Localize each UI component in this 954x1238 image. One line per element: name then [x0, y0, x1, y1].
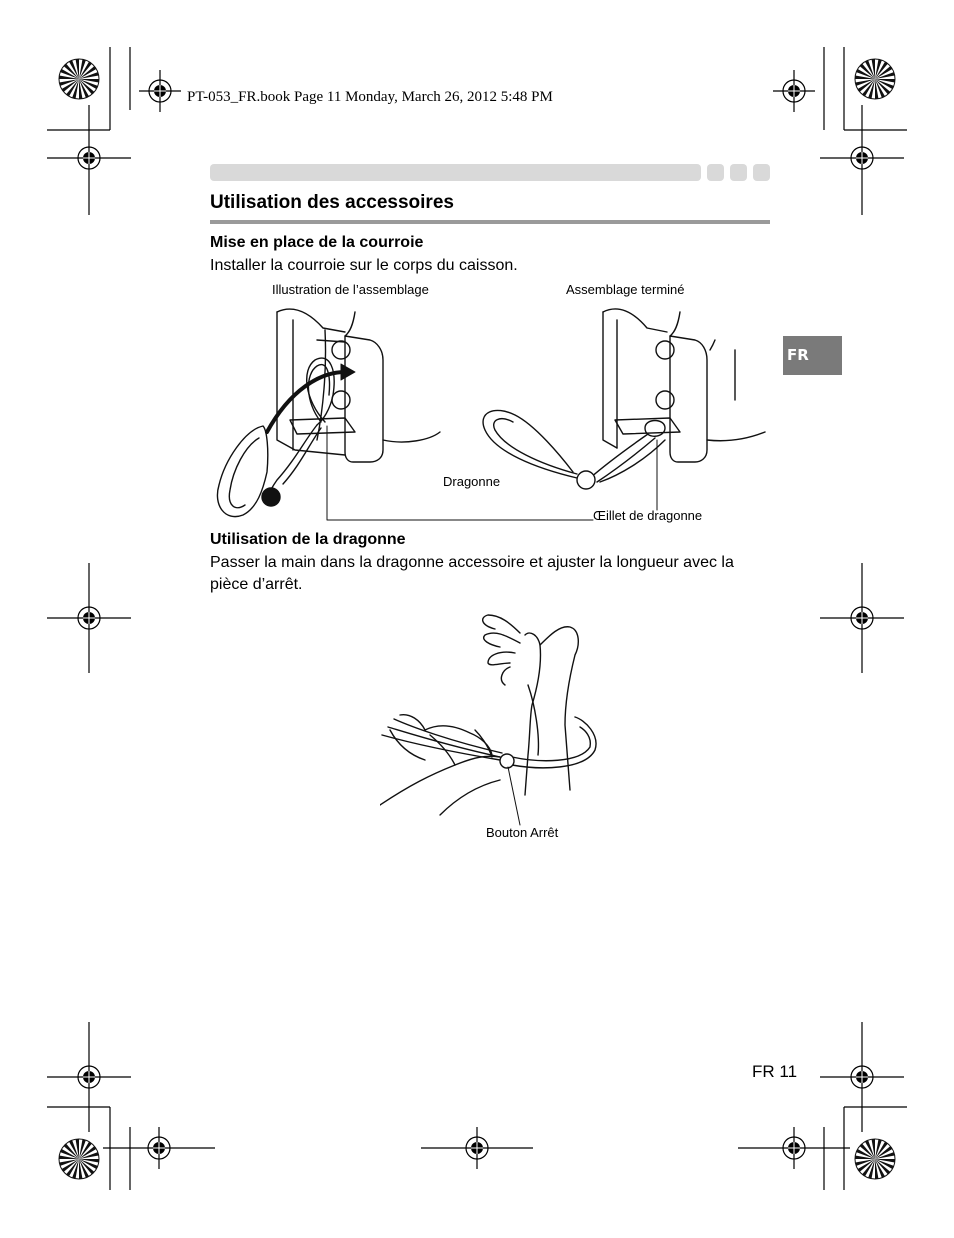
registration-wedge: [860, 1144, 875, 1159]
crosshair-icon: [47, 563, 131, 673]
registration-wedge: [79, 1159, 94, 1174]
registration-mark-icon: [57, 57, 101, 101]
registration-mark-icon: [57, 1137, 101, 1181]
registration-mark-icon: [853, 57, 897, 101]
section-bar-square: [730, 164, 747, 181]
strap-assembly-illustration: [205, 300, 775, 530]
strap-icon: [382, 717, 596, 768]
label-stopper: Bouton Arrêt: [486, 825, 559, 840]
strap-icon: [483, 410, 665, 482]
title-rule: [210, 220, 770, 224]
camera-housing-icon: [277, 309, 440, 462]
crosshair-icon: [820, 105, 904, 215]
crosshair-icon: [47, 105, 131, 215]
crosshair-icon: [103, 1127, 215, 1169]
crosshair-icon: [820, 563, 904, 673]
registration-wedge: [875, 1159, 890, 1174]
hand-strap-illustration: [380, 605, 605, 830]
book-header: PT-053_FR.book Page 11 Monday, March 26, 2012 5:48 PM: [187, 89, 553, 105]
camera-housing-icon: [603, 309, 765, 462]
registration-wedge: [79, 79, 94, 94]
section-bar: [210, 164, 701, 181]
registration-wedge: [860, 64, 875, 79]
language-tab: FR: [783, 336, 842, 375]
registration-wedge: [875, 79, 890, 94]
crosshair-icon: [738, 1127, 850, 1169]
registration-wedge: [64, 64, 79, 79]
section-bar-square: [707, 164, 724, 181]
crosshair-icon: [773, 70, 815, 112]
section-bar-square: [753, 164, 770, 181]
strap-text: Installer la courroie sur le corps du caisson.: [210, 257, 518, 274]
wrist-heading: Utilisation de la dragonne: [210, 531, 406, 548]
crosshair-icon: [421, 1127, 533, 1169]
page-number: FR 11: [752, 1062, 798, 1081]
caption-assembly: Illustration de l’assemblage: [272, 282, 429, 297]
crosshair-icon: [820, 1022, 904, 1132]
label-eyelet: Œillet de dragonne: [593, 508, 703, 523]
label-strap: Dragonne: [443, 474, 501, 489]
wrist-text: Passer la main dans la dragonne accessoire et ajuster la longueur avec la pièce d’arrêt.: [210, 554, 734, 593]
registration-mark-icon: [853, 1137, 897, 1181]
caption-done: Assemblage terminé: [566, 282, 685, 297]
strap-heading: Mise en place de la courroie: [210, 234, 424, 251]
crosshair-icon: [47, 1022, 131, 1132]
registration-wedge: [64, 1144, 79, 1159]
section-title: Utilisation des accessoires: [210, 192, 454, 213]
crosshair-icon: [139, 70, 181, 112]
